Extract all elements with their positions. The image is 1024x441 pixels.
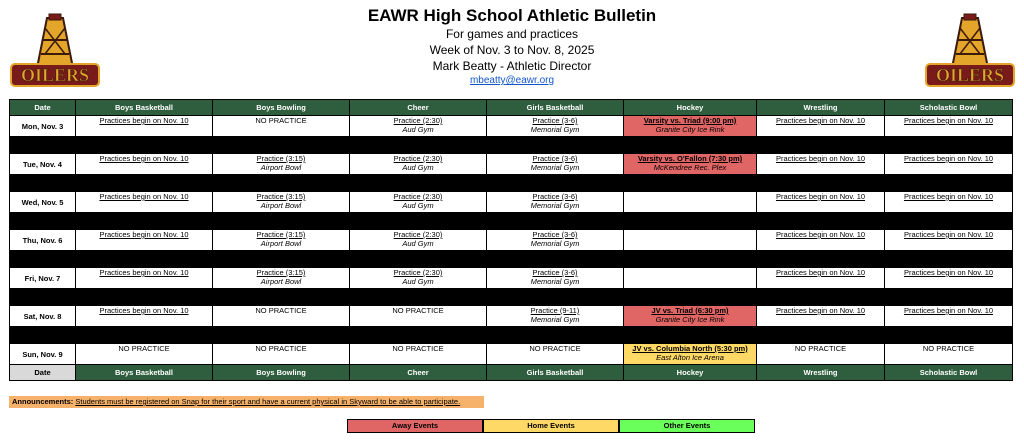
column-header-boys-basketball: Boys Basketball [76, 365, 213, 381]
event-location: Memorial Gym [530, 277, 580, 286]
event-title: Practices begin on Nov. 10 [775, 230, 866, 239]
event-title: Practices begin on Nov. 10 [99, 192, 189, 201]
event-location: Granite City Ice Rink [655, 315, 725, 324]
event-title: Practices begin on Nov. 10 [775, 154, 866, 163]
schedule-cell-wrestling[interactable] [757, 192, 885, 213]
event-location: Aud Gym [402, 239, 434, 248]
row-separator [10, 213, 1013, 230]
event-legend [347, 419, 755, 433]
subtitle: For games and practices [445, 27, 579, 41]
event-location: Aud Gym [402, 277, 434, 286]
column-header-hockey: Hockey [624, 365, 757, 381]
event-title: Practice (3:15) [256, 230, 306, 239]
event-title: Practice (3:15) [256, 268, 306, 277]
logo-text: OILERS [20, 65, 90, 85]
event-title: NO PRACTICE [118, 344, 170, 353]
event-title: Practices begin on Nov. 10 [903, 154, 994, 163]
schedule-cell-boys-bowling [213, 344, 350, 365]
announcement-bar [9, 396, 484, 408]
date-cell: Sun, Nov. 9 [10, 344, 76, 365]
event-title: Practices begin on Nov. 10 [775, 306, 866, 315]
date-cell: Sat, Nov. 8 [10, 306, 76, 327]
column-header-boys-bowling: Boys Bowling [213, 365, 350, 381]
announcement-label: Announcements: [12, 397, 74, 406]
schedule-cell-cheer [350, 306, 487, 327]
schedule-cell-boys-bowling[interactable] [213, 268, 350, 289]
schedule-cell-cheer[interactable] [350, 192, 487, 213]
event-title: JV vs. Columbia North (5:30 pm) [632, 344, 748, 353]
announcement-text[interactable]: Students must be registered on Snap for their sport and have a current physical in Skyward to be able to participate. [75, 397, 461, 406]
table-row [10, 192, 1013, 213]
schedule-cell-scholastic-bowl[interactable] [885, 306, 1013, 327]
schedule-cell-wrestling[interactable] [757, 230, 885, 251]
page-title: EAWR High School Athletic Bulletin [367, 6, 657, 25]
event-location: Airport Bowl [260, 239, 302, 248]
event-title: Practice (2:30) [393, 192, 443, 201]
table-row [10, 116, 1013, 137]
separator-bar [10, 137, 1013, 154]
schedule-cell-hockey[interactable] [624, 306, 757, 327]
event-title: Practice (3-6) [532, 154, 578, 163]
schedule-cell-boys-bowling[interactable] [213, 154, 350, 175]
event-location: Aud Gym [402, 201, 434, 210]
schedule-cell-boys-basketball[interactable] [76, 230, 213, 251]
schedule-cell-girls-basketball[interactable] [487, 230, 624, 251]
schedule-cell-cheer[interactable] [350, 154, 487, 175]
event-title: Practices begin on Nov. 10 [775, 268, 866, 277]
header-row [10, 100, 1013, 116]
logo-text: OILERS [935, 65, 1005, 85]
schedule-cell-cheer[interactable] [350, 116, 487, 137]
column-header-cheer: Cheer [350, 100, 487, 116]
schedule-cell-cheer [350, 344, 487, 365]
schedule-cell-scholastic-bowl [885, 344, 1013, 365]
director-name: Mark Beatty - Athletic Director [432, 59, 592, 73]
footer-row [10, 365, 1013, 381]
schedule-cell-boys-bowling[interactable] [213, 192, 350, 213]
schedule-cell-scholastic-bowl[interactable] [885, 192, 1013, 213]
event-title: Practices begin on Nov. 10 [775, 116, 866, 125]
schedule-cell-wrestling[interactable] [757, 306, 885, 327]
schedule-cell-girls-basketball[interactable] [487, 116, 624, 137]
event-title: NO PRACTICE [922, 344, 975, 353]
date-cell: Wed, Nov. 5 [10, 192, 76, 213]
separator-bar [10, 327, 1013, 344]
schedule-cell-girls-basketball[interactable] [487, 154, 624, 175]
event-title: Practice (9-11) [530, 306, 580, 315]
event-title: Practices begin on Nov. 10 [775, 192, 866, 201]
schedule-cell-girls-basketball [487, 344, 624, 365]
row-separator [10, 289, 1013, 306]
column-header-date: Date [10, 100, 76, 116]
event-location: Airport Bowl [260, 163, 302, 172]
schedule-cell-boys-basketball[interactable] [76, 192, 213, 213]
schedule-cell-hockey [624, 230, 757, 251]
event-location: East Alton Ice Arena [656, 353, 724, 362]
event-location: Granite City Ice Rink [655, 125, 725, 134]
event-title: Practice (3:15) [256, 154, 306, 163]
schedule-cell-hockey [624, 192, 757, 213]
week-range: Week of Nov. 3 to Nov. 8, 2025 [429, 43, 595, 57]
schedule-cell-girls-basketball[interactable] [487, 306, 624, 327]
schedule-cell-boys-basketball[interactable] [76, 268, 213, 289]
event-title: NO PRACTICE [255, 116, 307, 125]
event-title: NO PRACTICE [255, 306, 307, 315]
event-location: Memorial Gym [530, 201, 580, 210]
date-cell: Fri, Nov. 7 [10, 268, 76, 289]
event-location: Memorial Gym [530, 315, 580, 324]
table-row [10, 154, 1013, 175]
schedule-cell-wrestling[interactable] [757, 268, 885, 289]
event-title: Practices begin on Nov. 10 [903, 116, 994, 125]
event-location: Memorial Gym [530, 125, 580, 134]
schedule-cell-hockey[interactable] [624, 344, 757, 365]
event-title: Practices begin on Nov. 10 [99, 230, 189, 239]
event-title: Varsity vs. O'Fallon (7:30 pm) [637, 154, 743, 163]
separator-bar [10, 175, 1013, 192]
schedule-cell-wrestling[interactable] [757, 154, 885, 175]
column-header-hockey: Hockey [624, 100, 757, 116]
event-title: Practices begin on Nov. 10 [903, 192, 994, 201]
schedule-cell-scholastic-bowl[interactable] [885, 116, 1013, 137]
event-title: JV vs. Triad (6:30 pm) [651, 306, 729, 315]
schedule-cell-scholastic-bowl[interactable] [885, 230, 1013, 251]
date-cell: Tue, Nov. 4 [10, 154, 76, 175]
table-row [10, 344, 1013, 365]
column-header-date: Date [10, 365, 76, 381]
separator-bar [10, 289, 1013, 306]
schedule-cell-girls-basketball[interactable] [487, 268, 624, 289]
legend-home: Home Events [483, 419, 619, 433]
column-header-wrestling: Wrestling [757, 365, 885, 381]
event-title: Practices begin on Nov. 10 [903, 268, 994, 277]
row-separator [10, 137, 1013, 154]
schedule-cell-wrestling[interactable] [757, 116, 885, 137]
schedule-cell-cheer[interactable] [350, 230, 487, 251]
row-separator [10, 251, 1013, 268]
column-header-scholastic-bowl: Scholastic Bowl [885, 100, 1013, 116]
event-location: Memorial Gym [530, 239, 580, 248]
bulletin-header [0, 6, 1024, 88]
schedule-cell-boys-bowling [213, 116, 350, 137]
schedule-cell-wrestling [757, 344, 885, 365]
column-header-scholastic-bowl: Scholastic Bowl [885, 365, 1013, 381]
event-title: Practices begin on Nov. 10 [99, 268, 189, 277]
table-row [10, 306, 1013, 327]
column-header-boys-bowling: Boys Bowling [213, 100, 350, 116]
event-location: Aud Gym [402, 163, 434, 172]
separator-bar [10, 213, 1013, 230]
legend-away: Away Events [347, 419, 483, 433]
date-cell: Thu, Nov. 6 [10, 230, 76, 251]
schedule-cell-hockey[interactable] [624, 154, 757, 175]
schedule-cell-boys-basketball [76, 344, 213, 365]
event-title: Practice (2:30) [393, 268, 443, 277]
event-title: Practice (3:15) [256, 192, 306, 201]
schedule-cell-boys-basketball[interactable] [76, 116, 213, 137]
event-title: NO PRACTICE [794, 344, 847, 353]
schedule-cell-cheer[interactable] [350, 268, 487, 289]
schedule-cell-boys-basketball[interactable] [76, 306, 213, 327]
event-location: Aud Gym [402, 125, 434, 134]
schedule-table [9, 99, 1013, 381]
event-title: Practices begin on Nov. 10 [99, 154, 189, 163]
schedule-cell-scholastic-bowl[interactable] [885, 154, 1013, 175]
event-title: Practice (2:30) [393, 230, 443, 239]
event-title: Practice (2:30) [393, 154, 443, 163]
separator-bar [10, 251, 1013, 268]
table-row [10, 230, 1013, 251]
row-separator [10, 175, 1013, 192]
table-row [10, 268, 1013, 289]
schedule-cell-scholastic-bowl[interactable] [885, 268, 1013, 289]
event-title: Practices begin on Nov. 10 [99, 306, 189, 315]
row-separator [10, 327, 1013, 344]
event-title: Varsity vs. Triad (9:00 pm) [643, 116, 737, 125]
event-location: Airport Bowl [260, 201, 302, 210]
director-email-link[interactable]: mbeatty@eawr.org [469, 75, 555, 86]
column-header-girls-basketball: Girls Basketball [487, 100, 624, 116]
event-location: Airport Bowl [260, 277, 302, 286]
event-location: Memorial Gym [530, 163, 580, 172]
event-title: Practice (3-6) [532, 192, 578, 201]
schedule-cell-boys-basketball[interactable] [76, 154, 213, 175]
event-title: NO PRACTICE [255, 344, 307, 353]
column-header-boys-basketball: Boys Basketball [76, 100, 213, 116]
event-title: Practice (2:30) [393, 116, 443, 125]
date-cell: Mon, Nov. 3 [10, 116, 76, 137]
event-title: Practice (3-6) [532, 268, 578, 277]
schedule-cell-hockey[interactable] [624, 116, 757, 137]
schedule-cell-boys-bowling[interactable] [213, 230, 350, 251]
event-title: Practices begin on Nov. 10 [903, 230, 994, 239]
event-title: NO PRACTICE [392, 344, 444, 353]
event-title: NO PRACTICE [529, 344, 581, 353]
event-location: McKendree Rec. Plex [653, 163, 727, 172]
column-header-girls-basketball: Girls Basketball [487, 365, 624, 381]
event-title: Practices begin on Nov. 10 [903, 306, 994, 315]
event-title: Practice (3-6) [532, 116, 578, 125]
event-title: Practices begin on Nov. 10 [99, 116, 189, 125]
event-title: Practice (3-6) [532, 230, 578, 239]
schedule-cell-boys-bowling [213, 306, 350, 327]
column-header-wrestling: Wrestling [757, 100, 885, 116]
column-header-cheer: Cheer [350, 365, 487, 381]
legend-other: Other Events [619, 419, 755, 433]
schedule-cell-girls-basketball[interactable] [487, 192, 624, 213]
event-title: NO PRACTICE [392, 306, 444, 315]
schedule-cell-hockey [624, 268, 757, 289]
